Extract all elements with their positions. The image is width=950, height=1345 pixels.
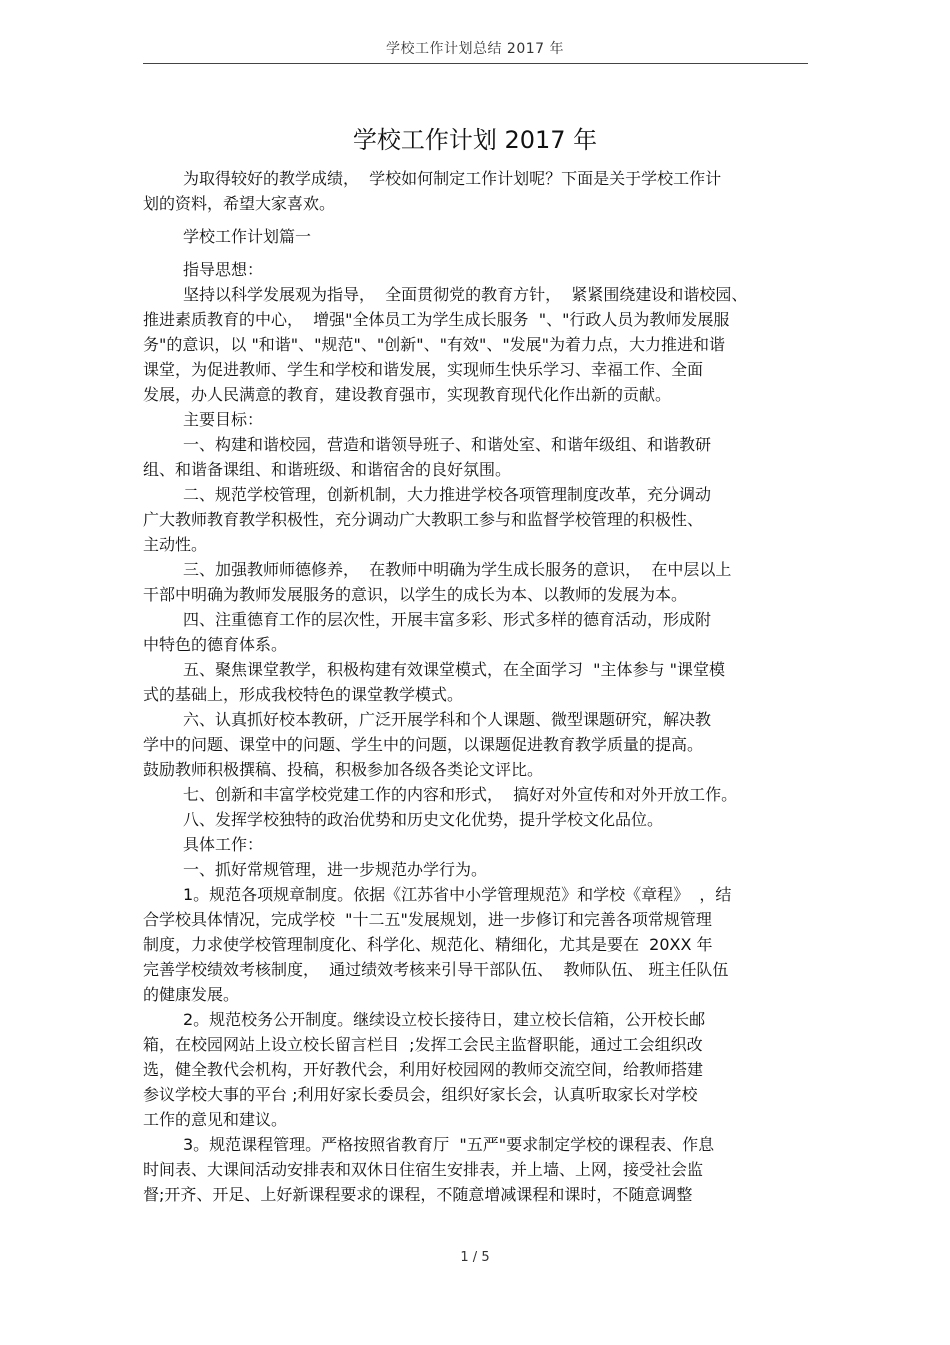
- paragraph-line: 三、加强教师师德修养， 在教师中明确为学生成长服务的意识， 在中层以上: [183, 560, 732, 579]
- paragraph-line: 六、认真抓好校本教研，广泛开展学科和个人课题、微型课题研究，解决教: [183, 710, 712, 729]
- paragraph-line: 2。规范校务公开制度。继续设立校长接待日，建立校长信箱，公开校长邮: [183, 1010, 706, 1029]
- section-heading: 学校工作计划篇一: [183, 227, 312, 246]
- paragraph-line: 1。规范各项规章制度。依据《江苏省中小学管理规范》和学校《章程》 ，结: [183, 885, 732, 904]
- paragraph-line: 箱，在校园网站上设立校长留言栏目 ;发挥工会民主监督职能，通过工会组织改: [143, 1035, 703, 1054]
- paragraph-line: 学中的问题、课堂中的问题、学生中的问题，以课题促进教育教学质量的提高。: [143, 735, 704, 754]
- paragraph-line: 务"的意识，以 "和谐"、"规范"、"创新"、"有效"、"发展"为着力点，大力推进和谐: [143, 335, 726, 354]
- paragraph-line: 广大教师教育教学积极性，充分调动广大教职工参与和监督学校管理的积极性、: [143, 510, 704, 529]
- paragraph-line: 坚持以科学发展观为指导， 全面贯彻党的教育方针， 紧紧围绕建设和谐校园、: [183, 285, 748, 304]
- header-divider: [143, 63, 808, 64]
- paragraph-gap: [143, 216, 808, 224]
- paragraph-line: 四、注重德育工作的层次性，开展丰富多彩、形式多样的德育活动，形成附: [183, 610, 712, 629]
- paragraph-gap: [143, 249, 808, 257]
- paragraph-line: 工作的意见和建议。: [143, 1110, 288, 1129]
- paragraph-line: 干部中明确为教师发展服务的意识，以学生的成长为本、以教师的发展为本。: [143, 585, 688, 604]
- subheading-specific-work: 具体工作：: [183, 835, 264, 854]
- paragraph-line: 完善学校绩效考核制度， 通过绩效考核来引导干部队伍、 教师队伍、 班主任队伍: [143, 960, 729, 979]
- running-header: 学校工作计划总结 2017 年: [385, 41, 565, 57]
- paragraph-line: 3。规范课程管理。严格按照省教育厅 "五严"要求制定学校的课程表、作息: [183, 1135, 715, 1154]
- paragraph-line: 八、发挥学校独特的政治优势和历史文化优势，提升学校文化品位。: [183, 810, 664, 829]
- subheading-guiding-ideology: 指导思想：: [183, 260, 264, 279]
- subheading-main-goals: 主要目标：: [183, 410, 264, 429]
- paragraph-line: 式的基础上，形成我校特色的课堂教学模式。: [143, 685, 464, 704]
- page-number: 1 / 5: [460, 1250, 490, 1265]
- paragraph-line: 发展，办人民满意的教育，建设教育强市，实现教育现代化作出新的贡献。: [143, 385, 672, 404]
- paragraph-line: 合学校具体情况，完成学校 "十二五"发展规划，进一步修订和完善各项常规管理: [143, 910, 712, 929]
- intro-paragraph-line: 为取得较好的教学成绩， 学校如何制定工作计划呢？下面是关于学校工作计: [183, 169, 722, 188]
- paragraph-line: 中特色的德育体系。: [143, 635, 288, 654]
- paragraph-line: 二、规范学校管理，创新机制，大力推进学校各项管理制度改革，充分调动: [183, 485, 712, 504]
- paragraph-line: 一、抓好常规管理，进一步规范办学行为。: [183, 860, 488, 879]
- paragraph-line: 主动性。: [143, 535, 208, 554]
- paragraph-line: 的健康发展。: [143, 985, 240, 1004]
- document-body: [143, 166, 808, 1207]
- paragraph-line: 七、创新和丰富学校党建工作的内容和形式， 搞好对外宣传和对外开放工作。: [183, 785, 738, 804]
- document-title: 学校工作计划 2017 年: [352, 126, 598, 154]
- paragraph-line: 鼓励教师积极撰稿、投稿，积极参加各级各类论文评比。: [143, 760, 544, 779]
- paragraph-line: 时间表、大课间活动安排表和双休日住宿生安排表，并上墙、上网，接受社会监: [143, 1160, 704, 1179]
- paragraph-line: 选，健全教代会机构，开好教代会，利用好校园网的教师交流空间，给教师搭建: [143, 1060, 704, 1079]
- paragraph-line: 课堂，为促进教师、学生和学校和谐发展，实现师生快乐学习、幸福工作、全面: [143, 360, 704, 379]
- paragraph-line: 制度，力求使学校管理制度化、科学化、规范化、精细化，尤其是要在 20XX 年: [143, 935, 713, 954]
- paragraph-line: 参议学校大事的平台 ;利用好家长委员会，组织好家长会，认真听取家长对学校: [143, 1085, 698, 1104]
- intro-paragraph-line: 划的资料，希望大家喜欢。: [143, 194, 336, 213]
- paragraph-line: 一、构建和谐校园，营造和谐领导班子、和谐处室、和谐年级组、和谐教研: [183, 435, 712, 454]
- paragraph-line: 督;开齐、开足、上好新课程要求的课程，不随意增减课程和课时，不随意调整: [143, 1185, 693, 1204]
- paragraph-line: 组、和谐备课组、和谐班级、和谐宿舍的良好氛围。: [143, 460, 512, 479]
- paragraph-line: 五、聚焦课堂教学，积极构建有效课堂模式，在全面学习 "主体参与 "课堂模: [183, 660, 725, 679]
- paragraph-line: 推进素质教育的中心， 增强"全体员工为学生成长服务 "、"行政人员为教师发展服: [143, 310, 730, 329]
